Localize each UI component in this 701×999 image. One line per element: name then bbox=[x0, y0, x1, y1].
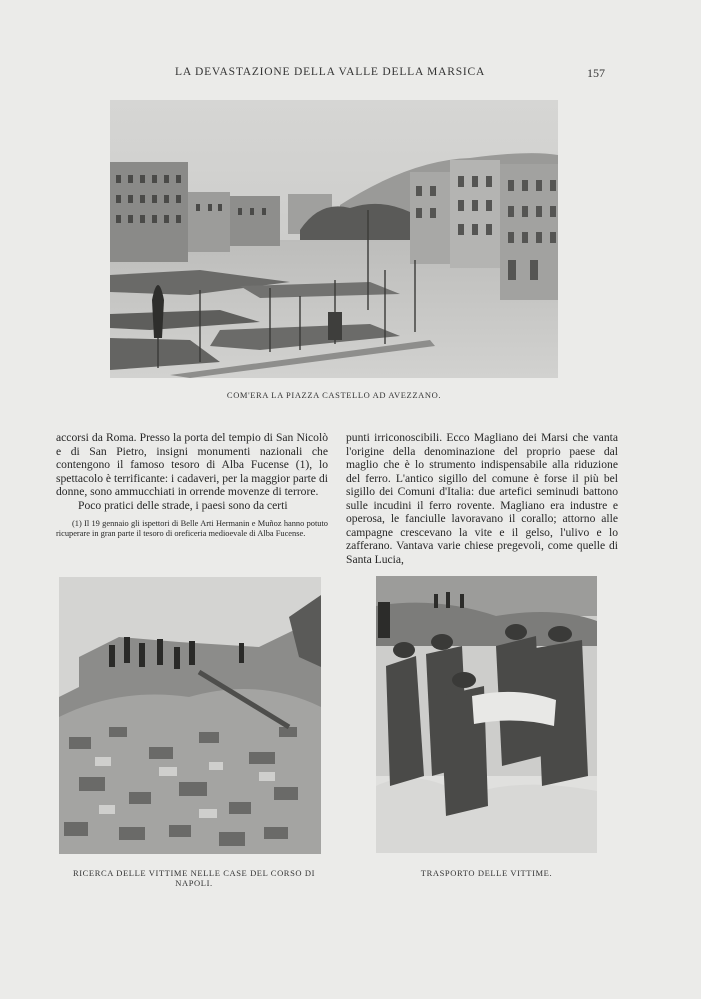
caption-ricerca: RICERCA DELLE VITTIME NELLE CASE DEL CORSO DI NAPOLI. bbox=[72, 868, 316, 888]
soldiers-photo-image bbox=[376, 576, 597, 853]
paragraph: Poco pratici delle strade, i paesi sono da certi bbox=[78, 498, 288, 512]
paragraph: punti irriconoscibili. Ecco Magliano dei Marsi che vanta l'origine della denominazione del proprio paese dal maglio che è lo strumento indispensabile alla riduzione del ferro. L'antico sigillo del comune è forse il più bel sigillo dei Comuni d'Italia: due artefici seminudi battono sulle incudini il ferro rovente. Magliano era industre e operosa, le fanciulle lavoravano il corallo; attorno alle campagne crescevano la vite e il gelso, l'ulivo e lo zafferano. Vantava varie chiese pregevoli, come quelle di Santa Lucia, bbox=[346, 431, 618, 566]
text-column-right bbox=[346, 431, 618, 566]
running-title: LA DEVASTAZIONE DELLA VALLE DELLA MARSICA bbox=[175, 66, 486, 78]
paragraph: accorsi da Roma. Presso la porta del tempio di San Nicolò e di San Pietro, insigni monumenti nazionali che contengono il famoso tesoro di Alba Fucense (1), lo spettacolo è terrificante: i cadaveri, per la maggior parte di donne, sono ammucchiati in orrende movenze di terrore. bbox=[56, 431, 328, 498]
rubble-photo-image bbox=[59, 577, 321, 854]
page-number: 157 bbox=[587, 66, 605, 80]
photo-ricerca-vittime bbox=[59, 577, 321, 854]
footnote: (1) Il 19 gennaio gli ispettori di Belle Arti Hermanin e Muñoz hanno potuto ricuperare in gran parte il tesoro di oreficeria medioevale di Alba Fucense. bbox=[56, 519, 328, 539]
photo-trasporto-vittime bbox=[376, 576, 597, 853]
piazza-photo-image bbox=[110, 100, 558, 378]
caption-trasporto: TRASPORTO DELLE VITTIME. bbox=[420, 868, 553, 878]
caption-piazza: COM'ERA LA PIAZZA CASTELLO AD AVEZZANO. bbox=[226, 390, 442, 400]
photo-piazza-castello bbox=[110, 100, 558, 378]
text-column-left bbox=[56, 431, 328, 539]
